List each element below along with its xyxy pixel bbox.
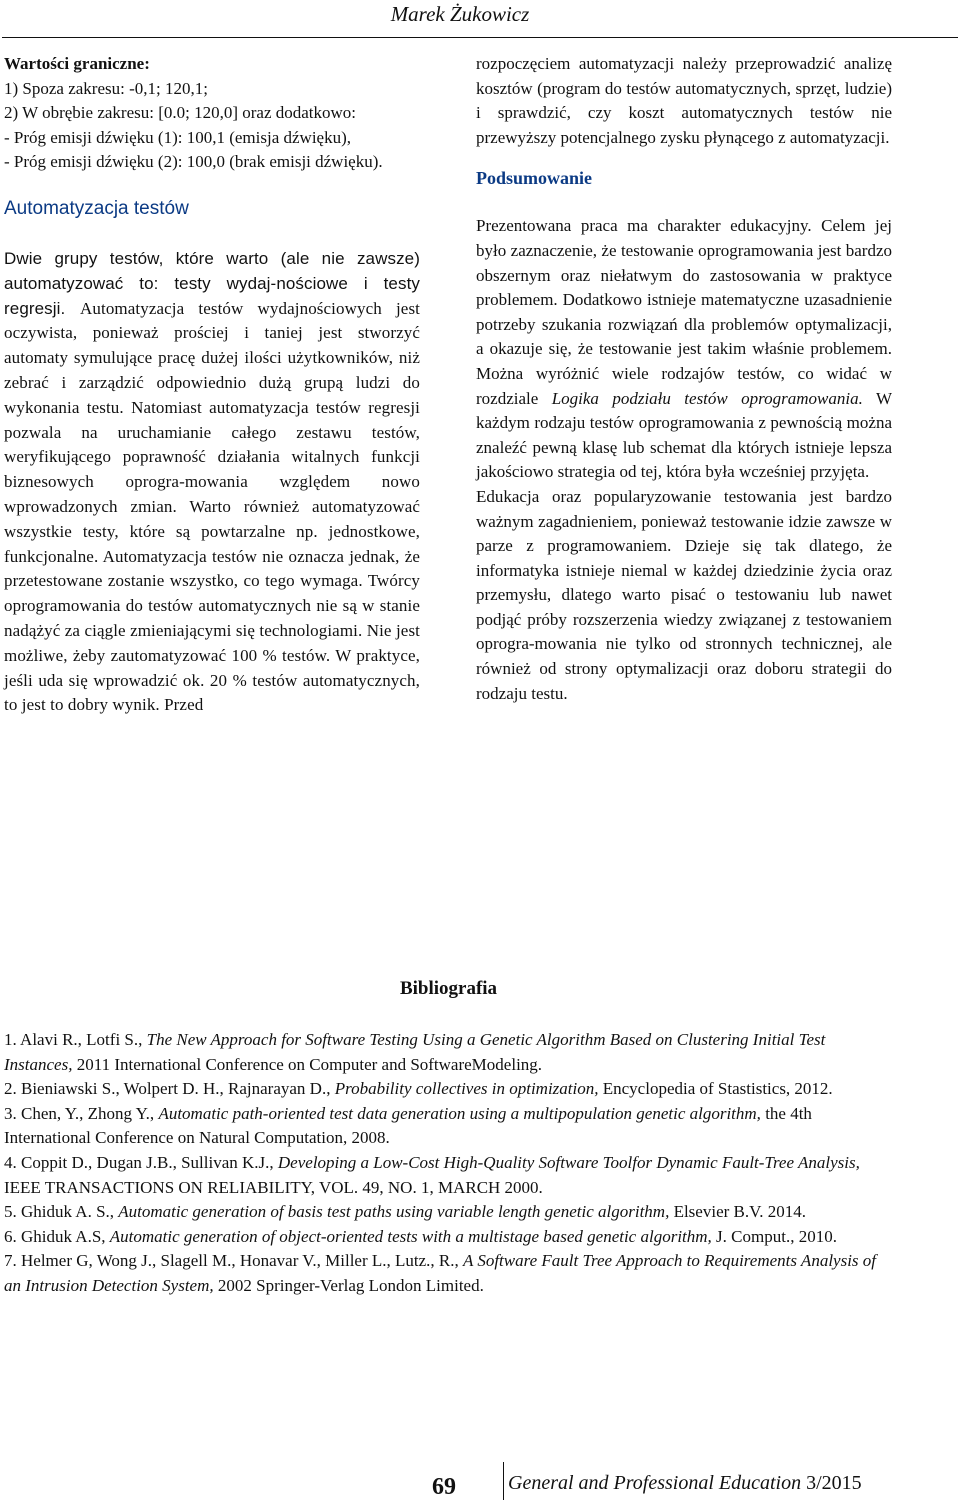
journal-issue: 3/2015: [806, 1472, 862, 1494]
bibliography-entry: [4, 1151, 894, 1200]
bibliography-entry: [4, 1077, 894, 1102]
summary-paragraph-2: Edukacja oraz popularyzowanie testowania jest bardzo ważnym zagadnieniem, ponieważ testowanie idzie zawsze w parze z programowaniem. Dzieje się tak dlatego, że informatyka istnieje niemal w każdej dziedzinie życia oraz przemysłu, dlatego warto pisać o testowaniu lub nawet podjąć próby rozszerzenia wiedzy związanej z testowaniem oprogra-mowania nie tylko od stronnych technicznej, ale również od strony optymalizacji oraz doboru strategii do rodzaju testu.: [476, 486, 892, 703]
footer-journal: [508, 1472, 862, 1495]
left-column: [4, 52, 420, 718]
limit-line-4: - Próg emisji dźwięku (2): 100,0 (brak emisji dźwięku).: [4, 152, 383, 172]
bib-title: Automatic generation of object-oriented tests with a multistage based genetic algorithm,: [109, 1226, 712, 1246]
bib-title: The New Approach for Software Testing Using a Genetic Algorithm Based on Clustering Initial Test Instances,: [4, 1030, 826, 1074]
automation-continuation: rozpoczęciem automatyzacji należy przeprowadzić analizę kosztów (program do testów automatycznych, sprzęt, ludzie) i sprawdzić, czy koszt automatycznych testów nie przewyższy potencjalnego zysku płynącego z automatyzacji.: [476, 54, 892, 147]
bib-authors: 5. Ghiduk A. S.,: [4, 1202, 119, 1222]
bibliography-list: [4, 1028, 894, 1299]
section-heading-summary: Podsumowanie: [476, 168, 593, 189]
bib-publication: 2011 International Conference on Computer and SoftwareModeling.: [72, 1054, 543, 1074]
summary-p1-end: W każdym rodzaju testów oprogramowania z pewnością można znaleźć pewną klasę lub schemat dla których istnieje lepsza jakościowo strategia od tej, która była wcześniej przyjęta.: [476, 388, 892, 482]
bibliography-entry: [4, 1200, 894, 1225]
summary-p1-chapter-ref: Logika podziału testów oprogramowania.: [551, 388, 863, 408]
page-number: 69: [432, 1474, 456, 1500]
bib-title: Automatic path-oriented test data generation using a multipopulation genetic algorithm,: [158, 1103, 761, 1123]
bib-title: Developing a Low-Cost High-Quality Software Toolfor Dynamic Fault-Tree Analysis,: [277, 1152, 860, 1172]
bib-title: Probability collectives in optimization,: [334, 1079, 599, 1099]
bib-publication: 2002 Springer-Verlag London Limited.: [213, 1275, 484, 1295]
bibliography-entry: [4, 1102, 894, 1151]
bib-authors: 7. Helmer G, Wong J., Slagell M., Honavar V., Miller L., Lutz., R.,: [4, 1251, 463, 1271]
bib-authors: 3. Chen, Y., Zhong Y.,: [4, 1103, 159, 1123]
bib-title: Automatic generation of basis test paths using variable length genetic algorithm,: [118, 1202, 670, 1222]
automation-body-text: Automatyzacja testów wydajnościowych jest oczywista, ponieważ prościej i taniej jest stworzyć automaty symulujące pracę dużej ilości użytkowników, niż zebrać i zarządzić odpowiednio dużą grupą ludzi do wykonania testu. Natomiast automatyzacja testów regresji pozwala na uruchamianie całego zestawu testów, weryfikującego poprawność działania witalnych funkcji biznesowych oprogra-mowania względem nowo wprowadzonych zmian. Warto również automatyzować wszystkie testy, które są powtarzalne np. jednostkowe, funkcjonalne. Automatyzacja testów nie oznacza jednak, że przetestowane zostanie wszystko, co tego wymaga. Twórcy oprogramowania do testów automatycznych nie są w stanie nadążyć za ciągle zmieniającymi się technologiami. Nie jest możliwe, żeby zautomatyzować 100 % testów. W praktyce, jeśli uda się wprowadzić ok. 20 % testów automatycznych, to jest to dobry wynik. Przed: [4, 298, 420, 715]
bibliography-entry: [4, 1249, 894, 1298]
bib-publication: the 4th International Conference on Natural Computation, 2008.: [4, 1103, 812, 1148]
limit-line-1: 1) Spoza zakresu: -0,1; 120,1;: [4, 78, 208, 98]
bib-publication: IEEE TRANSACTIONS ON RELIABILITY, VOL. 49, NO. 1, MARCH 2000.: [4, 1177, 543, 1197]
section-heading-automation: Automatyzacja testów: [4, 197, 189, 219]
footer-divider: [503, 1462, 504, 1500]
limits-heading: Wartości graniczne:: [4, 54, 150, 73]
automation-intro: [4, 247, 420, 718]
right-column: [476, 52, 892, 706]
bibliography-entry: [4, 1225, 894, 1250]
summary-p1-start: Prezentowana praca ma charakter edukacyjny. Celem jej było zaznaczenie, że testowanie oprogramowania jest bardzo obszernym oraz niełatwym do zastosowania w praktyce problemem. Dodatkowo istnieje matematyczne uzasadnienie potrzeby szukania rozwiązań dla problemów optymalizacji, a okazuje się, że testowanie jest takim właśnie problemem. Można wyróżnić wiele rodzajów testów, co widać w rozdziale: [476, 216, 892, 408]
bibliography-title: Bibliografia: [399, 978, 498, 999]
header-divider: [2, 37, 958, 38]
bib-authors: 2. Bieniawski S., Wolpert D. H., Rajnarayan D.,: [4, 1079, 335, 1099]
limit-line-3: - Próg emisji dźwięku (1): 100,1 (emisja dźwięku),: [4, 127, 352, 147]
bibliography-entry: [4, 1028, 894, 1077]
bib-title: A Software Fault Tree Approach to Requirements Analysis of an Intrusion Detection System,: [4, 1251, 877, 1295]
bib-authors: 4. Coppit D., Dugan J.B., Sullivan K.J.,: [4, 1152, 278, 1172]
bib-publication: Encyclopedia of Stastistics, 2012.: [598, 1079, 833, 1099]
automation-intro-text: Dwie grupy testów, które warto (ale nie zawsze) automatyzować to: testy wydaj-nościowe i testy regresji.: [4, 248, 420, 318]
journal-name: General and Professional Education: [508, 1472, 802, 1494]
running-header-author: Marek Żukowicz: [390, 2, 530, 26]
limit-line-2: 2) W obrębie zakresu: [0.0; 120,0] oraz dodatkowo:: [4, 103, 357, 123]
bib-authors: 1. Alavi R., Lotfi S.,: [4, 1030, 147, 1049]
summary-paragraph-1: [476, 214, 892, 485]
bib-publication: J. Comput., 2010.: [711, 1226, 837, 1246]
bib-authors: 6. Ghiduk A.S,: [4, 1226, 110, 1246]
bib-publication: Elsevier B.V. 2014.: [669, 1202, 806, 1222]
